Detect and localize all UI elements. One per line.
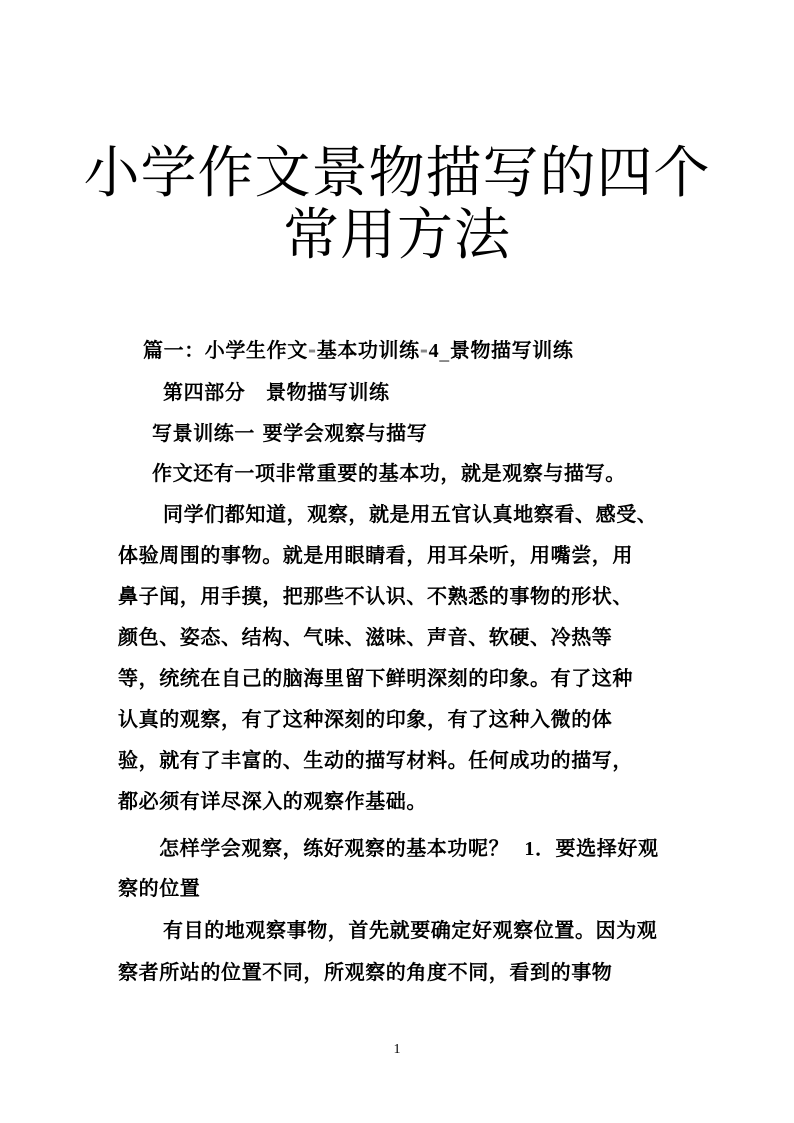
body-line: 察者所站的位置不同，所观察的角度不同，看到的事物: [118, 960, 613, 984]
section-title: 第四部分 景物描写训练: [163, 380, 390, 404]
body-line: 颜色、姿态、结构、气味、滋味、声音、软硬、冷热等: [118, 625, 613, 649]
heading-part-a: 篇一：小学生作文: [143, 338, 308, 362]
list-item-text: 要选择好观: [555, 836, 659, 860]
heading-dash-2: -: [419, 338, 429, 362]
body-line: 都必须有详尽深入的观察作基础。: [118, 789, 427, 813]
heading-underscore: _: [439, 338, 450, 362]
body-line: 等，统统在自己的脑海里留下鲜明深刻的印象。有了这种: [118, 666, 633, 690]
document-title-line-1: 小学作文景物描写的四个: [83, 141, 711, 206]
heading-part-b: 基本功训练: [316, 338, 420, 362]
body-line: 作文还有一项非常重要的基本功，就是观察与描写。: [152, 461, 626, 485]
page-number: 1: [393, 1042, 401, 1057]
body-line: 有目的地观察事物，首先就要确定好观察位置。因为观: [163, 918, 658, 942]
document-title-line-2: 常用方法: [283, 203, 511, 268]
body-line: 认真的观察，有了这种深刻的印象，有了这种入微的体: [118, 707, 613, 731]
heading-dash-1: -: [307, 338, 317, 362]
body-line: 同学们都知道，观察，就是用五官认真地察看、感受、: [163, 502, 658, 526]
heading-part-c: 4: [428, 340, 440, 362]
subsection-title: 写景训练一 要学会观察与描写: [152, 421, 428, 445]
body-line: 鼻子闻，用手摸，把那些不认识、不熟悉的事物的形状、: [118, 584, 633, 608]
body-line: 体验周围的事物。就是用眼睛看，用耳朵听，用嘴尝，用: [118, 543, 633, 567]
list-item-number: 1．: [524, 838, 556, 860]
question-text: 怎样学会观察，练好观察的基本功呢？: [159, 836, 510, 860]
body-line: 验，就有了丰富的、生动的描写材料。任何成功的描写，: [118, 748, 633, 772]
article-heading: [143, 338, 573, 363]
question-line: [159, 836, 659, 861]
question-line-continued: 察的位置: [118, 876, 201, 900]
heading-part-d: 景物描写训练: [449, 338, 574, 362]
